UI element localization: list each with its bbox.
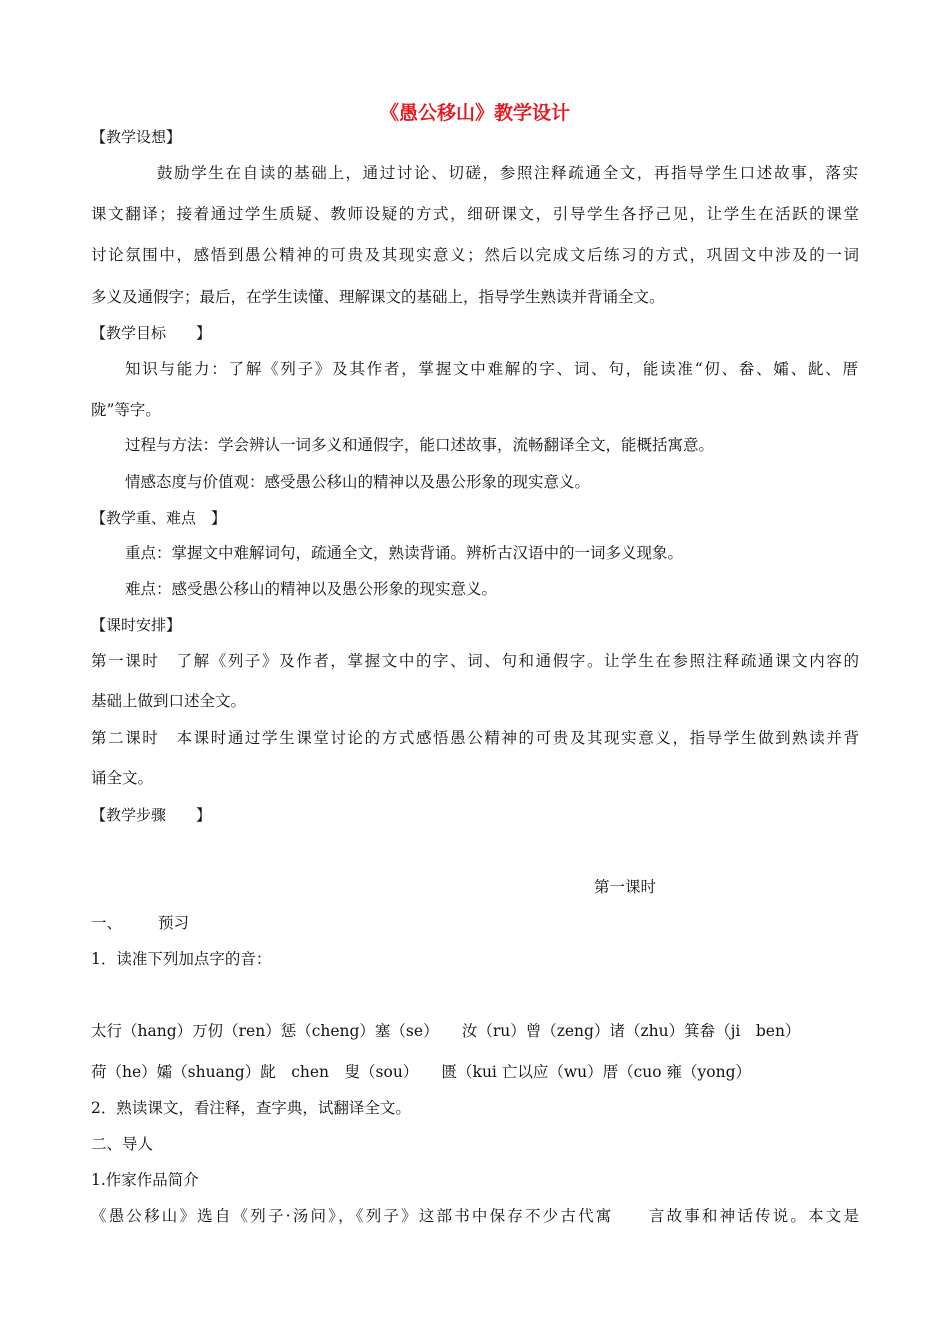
pinyin-line: 荷（he）孀（shuang）龀 chen 叟（sou） 匮（kui 亡以应（wu）厝（cuo 雍（yong） [91, 1063, 751, 1081]
section-heading-goal: 【教学目标 】 [91, 324, 212, 342]
paragraph-line: 重点：掌握文中难解词句，疏通全文，熟读背诵。辨析古汉语中的一词多义现象。 [125, 544, 684, 562]
paragraph-line: 讨论氛围中，感悟到愚公精神的可贵及其现实意义；然后以完成文后练习的方式，巩固文中涉及的一词 [91, 246, 859, 264]
paragraph-line: 基础上做到口述全文。 [91, 692, 247, 710]
section-heading-idea: 【教学设想】 [91, 128, 182, 146]
part-number: 一、 [91, 914, 123, 932]
list-item: 1.作家作品简介 [91, 1171, 199, 1189]
section-heading-schedule: 【课时安排】 [91, 616, 182, 634]
paragraph-line: 第一课时 了解《列子》及作者，掌握文中的字、词、句和通假字。让学生在参照注释疏通课文内容的 [91, 652, 859, 670]
paragraph-line: 难点：感受愚公移山的精神以及愚公形象的现实意义。 [125, 580, 498, 598]
paragraph-line: 多义及通假字；最后，在学生读懂、理解课文的基础上，指导学生熟读并背诵全文。 [91, 288, 665, 306]
paragraph-line: 知识与能力：了解《列子》及其作者，掌握文中难解的字、词、句，能读准“仞、畚、孀、龀、厝 [125, 360, 858, 378]
paragraph-line: 课文翻译；接着通过学生质疑、教师设疑的方式，细研课文，引导学生各抒己见，让学生在活跃的课堂 [91, 205, 859, 223]
paragraph-line: 第二课时 本课时通过学生课堂讨论的方式感悟愚公精神的可贵及其现实意义，指导学生做到熟读并背 [91, 729, 859, 747]
section-heading-steps: 【教学步骤 】 [91, 806, 212, 824]
paragraph-line: 情感态度与价值观：感受愚公移山的精神以及愚公形象的现实意义。 [125, 473, 591, 491]
list-item: 2．熟读课文，看注释，查字典，试翻译全文。 [91, 1099, 411, 1117]
section-heading-key: 【教学重、难点 】 [91, 509, 227, 527]
lesson-heading: 第一课时 [594, 878, 657, 896]
paragraph-line: 《愚公移山》选自《列子·汤问》，《列子》这部书中保存不少古代寓 言故事和神话传说。本文是 [91, 1207, 859, 1225]
pinyin-line: 太行（hang）万仞（ren）惩（cheng）塞（se） 汝（ru）曾（zeng）诸（zhu）箕畚（ji ben） [91, 1022, 801, 1040]
paragraph-line: 过程与方法：学会辨认一词多义和通假字，能口述故事，流畅翻译全文，能概括寓意。 [125, 436, 715, 454]
document-title: 《愚公移山》教学设计 [379, 102, 570, 124]
paragraph-line: 诵全文。 [91, 769, 154, 787]
paragraph-line: 鼓励学生在自读的基础上，通过讨论、切磋，参照注释疏通全文，再指导学生口述故事，落实 [157, 164, 858, 182]
list-item: 1．读准下列加点字的音： [91, 950, 272, 968]
paragraph-line: 陇”等字。 [91, 401, 161, 419]
part-heading: 二、导人 [91, 1135, 154, 1153]
part-label: 预习 [158, 914, 190, 932]
